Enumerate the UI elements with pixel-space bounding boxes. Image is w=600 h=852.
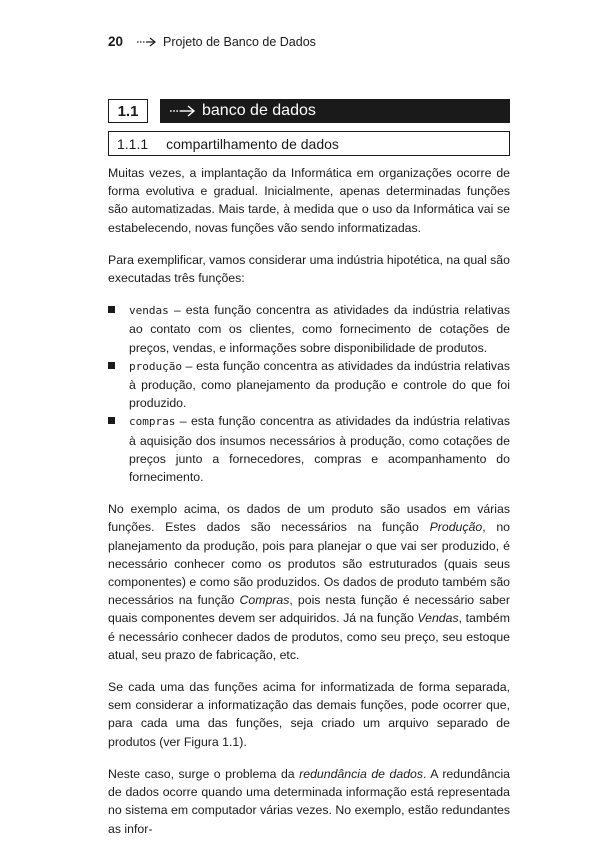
function-term: produção (129, 359, 182, 373)
book-title: Projeto de Banco de Dados (163, 34, 316, 49)
subsection-title: compartilhamento de dados (166, 135, 339, 152)
paragraph: Muitas vezes, a implantação da Informática em organizações ocorre de forma evolutiva e gradual. Inicialmente, apenas determinadas funções são automatizadas. Mais tarde, à medida que o uso da Informática vai se estabelecendo, novas funções vão sendo informatizadas. (108, 166, 510, 235)
text-run: , também é necessário conhecer dados de produtos, como seu preço, seu estoque atual, seu prazo de fabricação, etc. (108, 611, 510, 662)
dotted-arrow-icon (170, 105, 196, 117)
square-bullet-icon (108, 306, 115, 313)
section-number: 1.1 (108, 99, 148, 123)
paragraph: Para exemplificar, vamos considerar uma indústria hipotética, na qual são executadas três funções: (108, 252, 510, 286)
function-description: – esta função concentra as atividades da indústria relativas à produção, como planejamento da produção e controle do que foi produzido. (129, 358, 510, 411)
list-item (108, 301, 510, 357)
function-list (108, 301, 510, 486)
emphasis: redundância de dados (299, 766, 424, 781)
section-title-bar (160, 99, 510, 123)
list-item (108, 412, 510, 486)
list-item (108, 357, 510, 413)
paragraph: Se cada uma das funções acima for informatizada de forma separada, sem considerar a informatização das demais funções, pode ocorrer que, para cada uma das funções, seja criado um arquivo separado de produtos (ver Figura 1.1). (108, 680, 510, 749)
emphasis: Compras (239, 593, 290, 608)
square-bullet-icon (108, 362, 115, 369)
function-description: – esta função concentra as atividades da indústria relativas à aquisição dos insumos necessários à produção, como cotações de preços junto a fornecedores, compras e acompanhamento do fornecimento. (129, 414, 510, 485)
function-description: – esta função concentra as atividades da indústria relativas ao contato com os clientes, como fornecimento de cotações de preços, vendas, e informações sobre disponibilidade de produtos. (129, 303, 510, 355)
text-run: Neste caso, surge o problema da (108, 766, 300, 781)
subsection-number: 1.1.1 (117, 135, 149, 152)
function-term: compras (129, 415, 176, 429)
section-heading (108, 99, 510, 123)
square-bullet-icon (108, 417, 115, 424)
subsection-heading (108, 131, 510, 156)
text-run: No exemplo acima, os dados de um produto são usados em várias funções. Estes dados são necessários na função (108, 502, 510, 535)
running-head (108, 34, 316, 49)
emphasis: Vendas (417, 611, 459, 626)
page-number: 20 (108, 34, 124, 49)
dotted-arrow-icon (137, 37, 157, 47)
text-run: , no planejamento da produção, pois para planejar o que vai ser produzido, é necessário conhecer como os produtos são estruturados (quais seus componentes) e como são produzidos. Os dados de produto também são necessários na função (108, 520, 510, 608)
paragraph (108, 500, 510, 664)
text-run: . A redundância de dados ocorre quando uma determinada informação está representada no sistema em computador várias vezes. No exemplo, estão redundantes as infor- (108, 766, 511, 836)
function-term: vendas (129, 304, 169, 318)
section-title: banco de dados (202, 102, 316, 119)
emphasis: Produção (429, 520, 483, 535)
paragraph (108, 765, 510, 838)
body-text (108, 164, 510, 852)
text-run: , pois nesta função é necessário saber quais componentes devem ser adquiridos. Já na função (108, 593, 510, 626)
